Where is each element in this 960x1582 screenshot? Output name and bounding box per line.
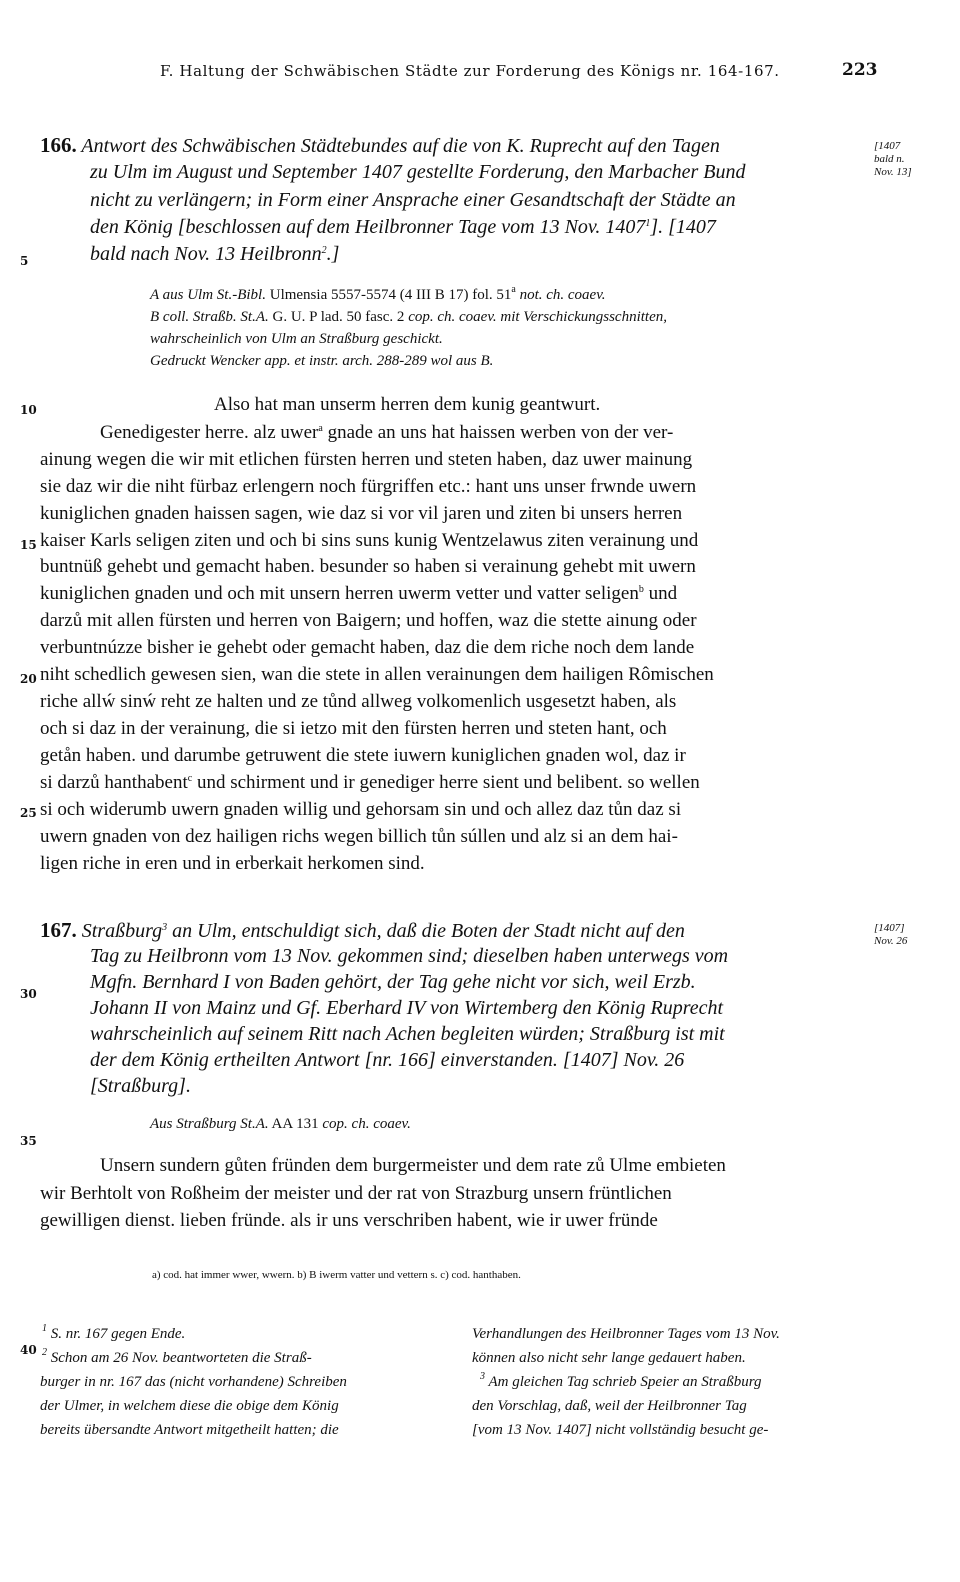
doc166-source-b [150,309,667,326]
footnote-line: Verhandlungen des Heilbronner Tages vom 13 Nov. [472,1326,780,1342]
line-number: 5 [20,254,29,268]
doc166-body-line [40,772,700,794]
doc167-heading-line-5: wahrscheinlich auf seinem Ritt nach Achen begleiten würden; Straßburg ist mit [90,1023,725,1045]
footnote-line: burger in nr. 167 das (nicht vorhandene) Schreiben [40,1374,347,1390]
source-sup: a [511,284,516,295]
doc167-heading-line-7: [Straßburg]. [90,1075,191,1097]
footnote-line: können also nicht sehr lange gedauert haben. [472,1350,746,1366]
doc167-heading-line-6: der dem König ertheilten Antwort [nr. 166] einverstanden. [1407] Nov. 26 [90,1049,685,1071]
line-number: 35 [20,1134,37,1148]
footnote-line: bereits übersandte Antwort mitgetheilt hatten; die [40,1422,339,1438]
margin-note-line: Nov. 26 [874,935,908,947]
footnote-mark: 2 [42,1347,47,1358]
source-sigil: A aus Ulm St.-Bibl. [150,287,266,303]
doc167-body-line: gewilligen dienst. lieben fründe. als ir uns verschriben habent, wie ir uwer fründe [40,1210,658,1231]
doc167-margin-note [874,922,907,948]
source-text: Ulmensia 5557-5574 (4 III B 17) fol. 51 [265,287,512,303]
line-number: 20 [20,672,37,686]
doc166-heading-text: den König [beschlossen auf dem Heilbronner Tage vom 13 Nov. 1407 [90,216,646,238]
source-sigil: Gedruckt Wencker app. et instr. arch. 288-289 wol aus B. [150,353,494,369]
footnote-line [42,1347,312,1367]
doc166-heading-close: .] [326,243,340,265]
line-number: 40 [20,1343,37,1357]
margin-note-line: Nov. 13] [874,166,912,178]
doc167-heading-line-4: Johann II von Mainz und Gf. Eberhard IV von Wirtemberg den König Ruprecht [90,997,724,1019]
footnote-ref: 2 [321,245,327,256]
doc166-body-line: kaiser Karls seligen ziten und och bi sins suns kunig Wentzelawus ziten verainung und [40,530,699,551]
doc166-body-line [100,422,673,444]
footnote-line: [vom 13 Nov. 1407] nicht vollständig besucht ge- [472,1422,769,1438]
doc166-source-a [150,284,606,304]
doc166-heading-line-3: nicht zu verlängern; in Form einer Ansprache einer Gesandtschaft der Städte an [90,189,736,211]
doc166-margin-note [874,140,912,179]
doc166-heading-text: Antwort des Schwäbischen Städtebundes auf die von K. Ruprecht auf den Tagen [81,135,720,157]
source-note: not. ch. coaev. [515,287,606,303]
doc166-heading-date: ]. [1407 [650,216,716,238]
line-number: 15 [20,538,37,552]
doc166-body-line [40,583,677,605]
footnote-mark: 3 [480,1371,485,1382]
doc166-source-b-cont [150,331,443,348]
line-number: 25 [20,806,37,820]
doc167-heading-line-3: Mgfn. Bernhard I von Baden gehört, der Tag gehe nicht vor sich, weil Erzb. [90,971,696,993]
line-number: 30 [20,987,37,1001]
doc167-heading-line-2: Tag zu Heilbronn vom 13 Nov. gekommen sind; dieselben haben unterwegs vom [90,945,729,967]
line-number: 10 [20,403,37,417]
body-text: gnade an uns hat haissen werben von der ver- [322,422,674,443]
variant-ref: c [187,773,193,784]
running-header: F. Haltung der Schwäbischen Städte zur Forderung des Königs nr. 164-167. [160,62,780,80]
body-text: und schirment und ir genediger herre sient und belibent. so wellen [192,772,700,793]
footnote-line: den Vorschlag, daß, weil der Heilbronner Tag [472,1398,747,1414]
doc166-heading-text: bald nach Nov. 13 Heilbronn [90,243,322,265]
doc166-body-line: ainung wegen die wir mit etlichen fürsten herren und steten haben, daz uwer mainung [40,449,693,470]
doc166-body-line: sie daz wir die niht fürbaz erlengern noch fürgriffen etc.: hant uns unser frwnde uwern [40,476,697,497]
doc166-heading-line-2: zu Ulm im August und September 1407 gestellte Forderung, den Marbacher Bund [90,161,746,183]
doc166-body-line: Also hat man unserm herren dem kunig geantwurt. [214,394,601,415]
doc167-heading-text: an Ulm, entschuldigt sich, daß die Boten der Stadt nicht auf den [167,920,685,942]
source-sigil: Aus Straßburg St.A. [150,1116,269,1132]
footnote-ref: 1 [645,218,651,229]
doc166-heading-line-1 [40,133,720,158]
doc166-body-line: och si daz in der verainung, die si ietzo mit den fürsten herren und steten hant, och [40,718,667,739]
doc166-body-line: buntnüß gehebt und gemacht haben. besunder so haben si verainung gehebt mit uwern [40,556,696,577]
source-sigil: wahrscheinlich von Ulm an Straßburg geschickt. [150,331,443,347]
doc166-heading-line-4 [90,216,716,239]
margin-note-line: [1407] [874,922,905,934]
variant-ref: a [318,423,323,434]
footnote-line [42,1323,186,1343]
footnote-line [480,1371,762,1391]
footnote-text: Schon am 26 Nov. beantworteten die Straß- [47,1350,312,1366]
source-sigil: B coll. Straßb. St.A. [150,309,269,325]
page-number: 223 [842,60,878,80]
doc167-body-line: wir Berhtolt von Roßheim der meister und der rat von Strazburg unsern früntlichen [40,1183,672,1204]
doc166-body-line: ligen riche in eren und in erberkait herkomen sind. [40,853,425,874]
doc166-body-line: uwern gnaden von dez hailigen richs wegen billich tůn súllen und alz si an dem hai- [40,826,678,847]
doc166-body-line: si och widerumb uwern gnaden willig und gehorsam sin und och allez daz tůn daz si [40,799,682,820]
source-note: cop. ch. coaev. mit Verschickungsschnitten, [408,309,667,325]
body-text: si darzů hanthabent [40,772,188,793]
footnote-text: S. nr. 167 gegen Ende. [47,1326,186,1342]
doc166-body-line: getån haben. und darumbe getruwent die stete iuwern kuniglichen gnaden wol, daz ir [40,745,686,766]
doc166-body-line: darzů mit allen fürsten und herren von Baigern; und hoffen, waz die stette ainung oder [40,610,697,631]
margin-note-line: [1407 [874,140,901,152]
doc167-heading-line-1 [40,918,685,943]
doc166-body-line: riche allẃ sinẃ reht ze halten und ze tůnd allweg volkomenlich usgesetzt haben, als [40,691,677,712]
doc166-number: 166. [40,133,77,157]
body-text: kuniglichen gnaden und och mit unsern herren uwerm vetter und vatter seligen [40,583,639,604]
doc166-body-line: verbuntnúzze bisher ie gehebt oder gemacht haben, daz die dem riche noch dem lande [40,637,695,658]
variant-ref: b [638,584,644,595]
footnote-mark: 1 [42,1323,47,1334]
footnote-line: der Ulmer, in welchem diese die obige dem König [40,1398,339,1414]
body-text: Genedigester herre. alz uwer [100,422,319,443]
doc167-body-line: Unsern sundern gůten fründen dem burgermeister und dem rate zů Ulme embieten [100,1155,726,1176]
doc166-body-line: kuniglichen gnaden haissen sagen, wie daz si vor vil jaren und ziten bi unsers herren [40,503,683,524]
doc166-heading-line-5 [90,243,339,266]
doc167-source [150,1116,411,1133]
source-text: AA 131 [268,1116,323,1132]
source-text: G. U. P lad. 50 fasc. 2 [268,309,409,325]
variant-notes: a) cod. hat immer wwer, wwern. b) B iwerm vatter und vettern s. c) cod. hanthaben. [152,1269,521,1281]
doc166-printed-edition [150,353,493,370]
doc167-heading-text: Straßburg [81,920,163,942]
doc166-body-line: niht schedlich gewesen sien, wan die stete in allen verainungen dem hailigen Rômischen [40,664,714,685]
body-text: und [643,583,678,604]
source-note: cop. ch. coaev. [322,1116,411,1132]
doc167-number: 167. [40,918,77,942]
footnote-text: Am gleichen Tag schrieb Speier an Straßburg [485,1374,762,1390]
footnote-ref: 3 [162,922,168,933]
margin-note-line: bald n. [874,153,905,165]
